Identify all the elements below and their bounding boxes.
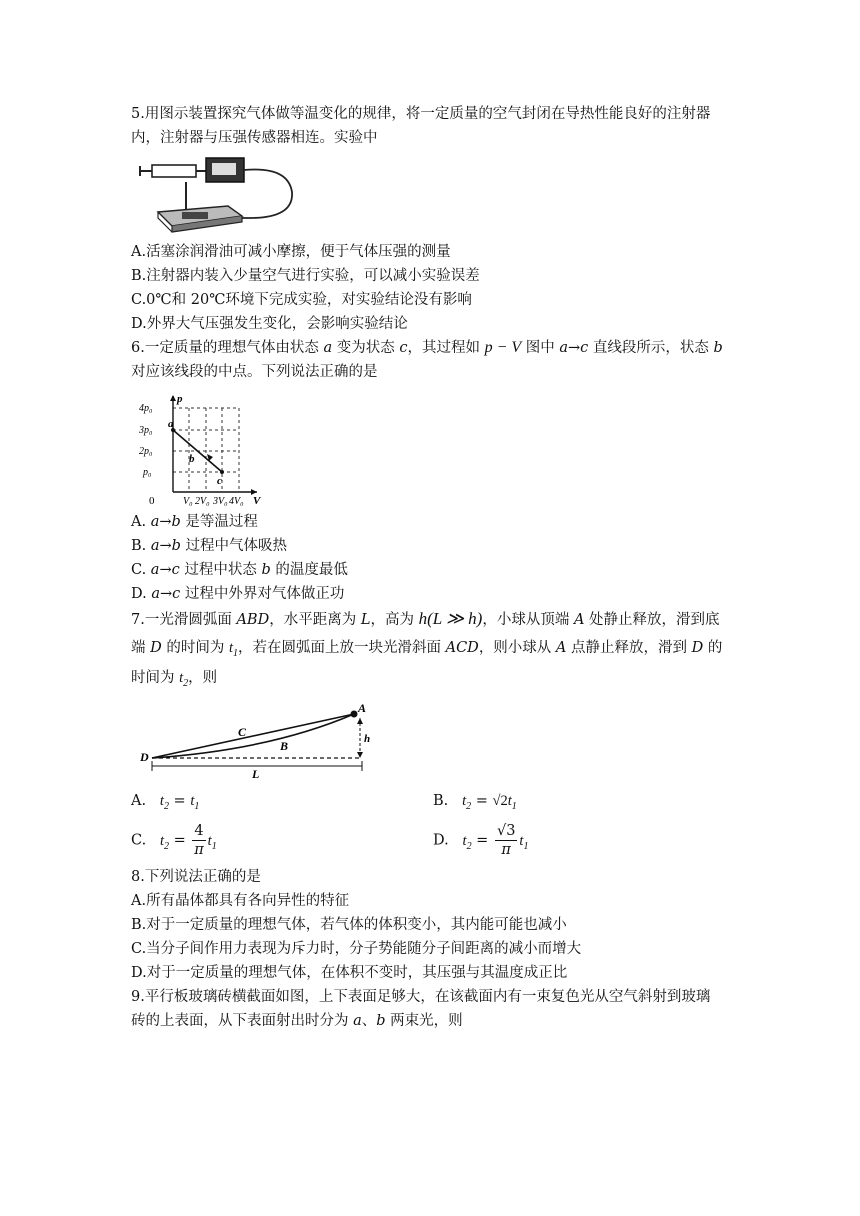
q6-option-b	[131, 536, 287, 556]
q6-option-a	[131, 512, 258, 532]
equals: =	[168, 793, 191, 809]
q7-text: ，小球从顶端	[482, 612, 574, 628]
t-symbol: t	[190, 793, 195, 809]
q6-text: 变为状态	[332, 340, 400, 356]
option-var: a→b	[150, 538, 181, 554]
ytick-3p0: 3p₀	[139, 425, 153, 436]
option-text: D.	[131, 586, 152, 602]
q5-stem-line2: 内，注射器与压强传感器相连。实验中	[131, 130, 378, 146]
syringe-sensor-figure	[138, 152, 300, 234]
q5-option-b: B.注射器内装入少量空气进行实验，可以减小实验误差	[131, 268, 480, 284]
q5-option-c: C.0℃和 20℃环境下完成实验，对实验结论没有影响	[131, 292, 472, 308]
var-d: D	[150, 640, 162, 656]
q7-text: 点静止释放，滑到	[566, 640, 692, 656]
t-symbol: t	[159, 793, 164, 809]
q8-option-a: A.所有晶体都具有各向异性的特征	[131, 893, 350, 909]
subscript: 1	[233, 647, 238, 659]
subscript: 2	[183, 677, 189, 689]
q7-option-d	[433, 822, 528, 859]
option-text: C.	[131, 562, 151, 578]
formula-lhs	[462, 832, 472, 852]
option-label: B.	[433, 793, 449, 809]
subscript: 2	[466, 800, 472, 812]
t-symbol: t	[179, 670, 184, 686]
var-d: D	[691, 640, 704, 656]
option-var: a→c	[151, 586, 181, 602]
fig-label-d: D	[140, 750, 149, 764]
q8-option-d: D.对于一定质量的理想气体，在体积不变时，其压强与其温度成正比	[131, 965, 568, 981]
formula-lhs	[159, 793, 169, 812]
equals: =	[471, 832, 493, 849]
point-a-label: a	[168, 418, 174, 430]
point-b-label: b	[189, 453, 195, 465]
t-symbol: t	[507, 793, 512, 809]
q7-text: 端	[131, 640, 151, 656]
fig-label-c: C	[238, 725, 247, 739]
q6-text: 直线段所示，状态	[588, 340, 714, 356]
ac-label: a→c	[559, 340, 589, 356]
option-text: 过程中状态	[179, 562, 262, 578]
option-text: A.	[131, 514, 151, 530]
q6-text: 6.一定质量的理想气体由状态	[131, 340, 324, 356]
ytick-4p0: 4p₀	[139, 403, 153, 414]
q5-option-a: A.活塞涂润滑油可减小摩擦，便于气体压强的测量	[131, 244, 451, 260]
q8-option-b: B.对于一定质量的理想气体，若气体的体积变小，其内能可能也减小	[131, 917, 567, 933]
q7-text: 时间为	[131, 670, 180, 686]
subscript: 2	[164, 840, 170, 852]
q8-stem: 8.下列说法正确的是	[131, 869, 261, 885]
q5-stem-line1: 5.用图示装置探究气体做等温变化的规律，将一定质量的空气封闭在导热性能良好的注射器	[131, 106, 711, 122]
var-a: A	[573, 612, 585, 628]
q9-stem-line2	[131, 1011, 463, 1031]
coefficient: √2	[492, 793, 508, 809]
q8-option-c: C.当分子间作用力表现为斥力时，分子势能随分子间距离的减小而增大	[131, 941, 582, 957]
q7-option-a	[131, 791, 199, 817]
q6-option-c	[131, 560, 348, 580]
option-text: 是等温过程	[180, 514, 258, 530]
q7-text: ，水平距离为	[269, 612, 361, 628]
t-symbol: t	[462, 793, 467, 809]
t-symbol: t	[228, 640, 233, 656]
q6-text: ，其过程如	[407, 340, 485, 356]
option-var: b	[261, 562, 271, 578]
ytick-2p0: 2p₀	[139, 446, 153, 457]
subscript: 1	[194, 800, 200, 812]
q7-text: ，若在圆弧面上放一块光滑斜面	[238, 640, 446, 656]
q7-text: 7.一光滑圆弧面	[131, 612, 237, 628]
var-acd: ACD	[445, 640, 479, 656]
q7-stem-line2	[131, 638, 722, 664]
fig-label-a: A	[358, 701, 367, 715]
denominator: π	[501, 842, 511, 858]
q7-stem-line1	[131, 609, 720, 630]
q7-text: 的时间为	[161, 640, 229, 656]
var-a: A	[555, 640, 567, 656]
t-symbol: t	[160, 832, 165, 849]
var-a: a	[323, 340, 333, 356]
q9-text: 砖的上表面，从下表面射出时分为	[131, 1013, 354, 1029]
option-text: 过程中气体吸热	[180, 538, 288, 554]
arc-incline-figure	[140, 698, 380, 780]
var-abd: ABD	[236, 612, 270, 628]
subscript: 1	[211, 840, 217, 852]
option-var: a→b	[150, 514, 181, 530]
height-condition: h(L ≫ h)	[418, 609, 483, 628]
q7-text: ，则	[188, 670, 218, 686]
q7-text: 的	[703, 640, 723, 656]
denominator: π	[194, 842, 204, 858]
option-label: A.	[131, 793, 147, 809]
q7-text: 处静止释放，滑到底	[584, 612, 720, 628]
subscript: 1	[511, 800, 517, 812]
q7-option-b	[433, 791, 517, 817]
option-text: 的温度最低	[270, 562, 348, 578]
q9-stem-line1: 9.平行板玻璃砖横截面如图，上下表面足够大，在该截面内有一束复色光从空气斜射到玻璃	[131, 989, 711, 1005]
subscript: 1	[523, 840, 529, 852]
var-b: b	[376, 1013, 386, 1029]
var-c: c	[399, 340, 408, 356]
fig-label-h: h	[364, 733, 371, 745]
pv-graph	[131, 392, 263, 510]
p-axis-label: p	[177, 393, 183, 405]
equals: =	[471, 793, 493, 809]
q6-stem-line1	[131, 338, 723, 358]
fig-label-l: L	[252, 767, 260, 780]
t-symbol: t	[207, 832, 212, 849]
formula-rhs	[507, 793, 517, 812]
pv-label: p − V	[484, 339, 522, 356]
fraction	[495, 822, 517, 859]
ytick-p0: p₀	[143, 467, 152, 478]
origin-label: 0	[149, 495, 155, 507]
xtick-3v0: 3V₀	[213, 496, 228, 507]
option-var: a→c	[150, 562, 180, 578]
formula-lhs	[160, 832, 170, 852]
subscript: 2	[163, 800, 169, 812]
var-l: L	[360, 612, 371, 628]
formula-rhs	[519, 832, 529, 852]
q6-text: 图中	[521, 340, 560, 356]
xtick-2v0: 2V₀	[195, 496, 210, 507]
option-label: C.	[131, 832, 147, 849]
formula-rhs	[190, 793, 200, 812]
q5-option-d: D.外界大气压强发生变化，会影响实验结论	[131, 316, 408, 332]
fraction	[192, 822, 205, 859]
numerator: 4	[194, 823, 204, 839]
q7-text: ，则小球从	[478, 640, 556, 656]
var-t1	[228, 640, 238, 659]
option-text: 过程中外界对气体做正功	[180, 586, 345, 602]
option-label: D.	[433, 832, 449, 849]
fig-label-b: B	[280, 739, 289, 753]
point-c-label: c	[217, 475, 222, 487]
var-a: a	[353, 1013, 362, 1029]
var-t2	[179, 670, 189, 689]
q9-text: 、	[361, 1013, 377, 1029]
q7-stem-line3	[131, 668, 217, 694]
q9-text: 两束光，则	[385, 1013, 463, 1029]
q6-stem-line2: 对应该线段的中点。下列说法正确的是	[131, 364, 378, 380]
t-symbol: t	[519, 832, 524, 849]
q6-option-d	[131, 584, 344, 604]
v-axis-label: V	[253, 495, 261, 507]
q7-text: ，高为	[370, 612, 419, 628]
subscript: 2	[466, 840, 472, 852]
t-symbol: t	[462, 832, 467, 849]
formula-lhs	[462, 793, 472, 812]
xtick-v0: V₀	[183, 496, 193, 507]
equals: =	[169, 832, 191, 849]
xtick-4v0: 4V₀	[229, 496, 244, 507]
formula-rhs	[207, 832, 217, 852]
option-text: B.	[131, 538, 151, 554]
q7-option-c	[131, 822, 217, 859]
numerator: √3	[496, 823, 516, 839]
var-b: b	[713, 340, 723, 356]
